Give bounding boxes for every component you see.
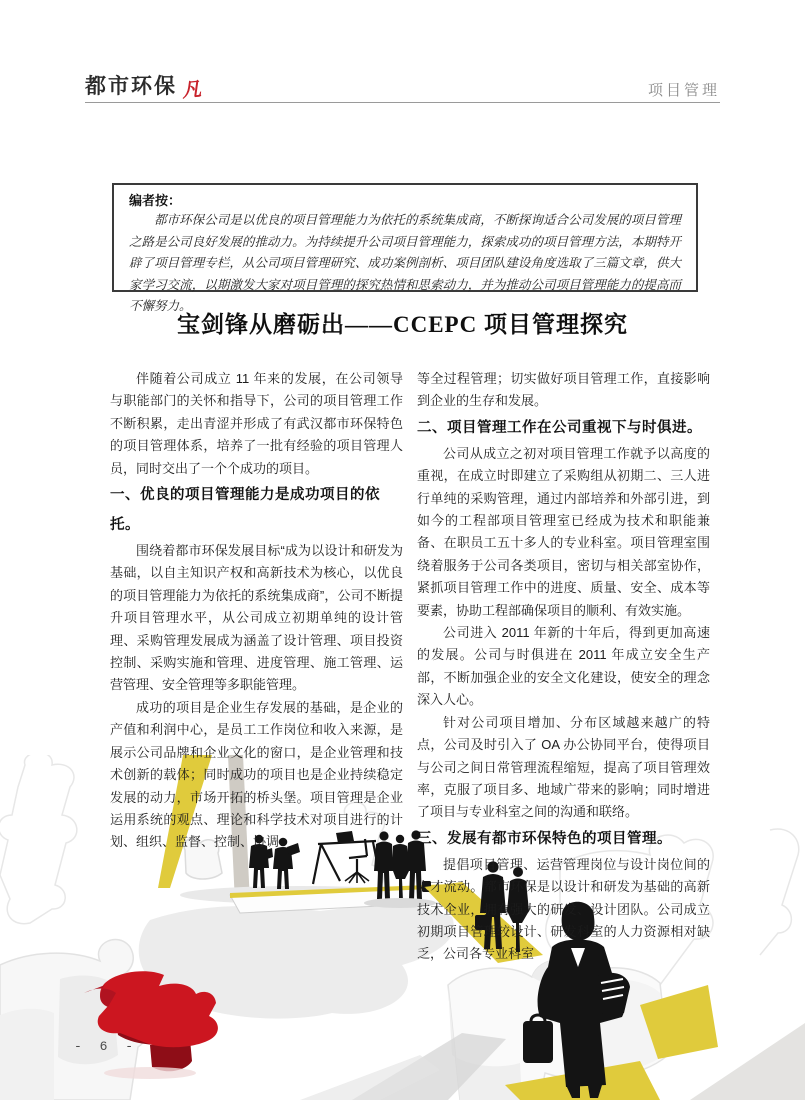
section-heading-3: 三、发展有都市环保特色的项目管理。 [417, 830, 672, 847]
editor-note-body: 都市环保公司是以优良的项目管理能力为依托的系统集成商，不断探询适合公司发展的项目管理之路是公司良好发展的推动力。为持续提升公司项目管理能力，探索成功的项目管理方法，本期特开辟了项目管理专栏，从公司项目管理研究、成功案例剖析、项目团队建设角度选取了三篇文章，供大家学习交流，以期激发大家对项目管理的探究热情和思索动力，并为推动公司项目管理能力的提高而不懈努力。 [129, 213, 681, 313]
section-heading-1: 一、优良的项目管理能力是成功项目的依托。 [110, 487, 380, 534]
section-label: 项目管理 [647, 82, 720, 99]
page-number: - 6 - [74, 1039, 139, 1054]
paragraph-oa: 针对公司项目增加、分布区域越来越广的特点，公司及时引入了 OA 办公协同平台，使得项目与公司之间日常管理流程缩短，提高了项目管理效率，克服了项目多、地域广带来的影响；同时增进了项目与专业科室之间的沟通和联络。 [417, 714, 710, 820]
page-header [85, 70, 720, 100]
right-column [417, 368, 710, 966]
paragraph-goal: 围绕着都市环保发展目标“成为以设计和研发为基础，以自主知识产权和高新技术为核心，以优良的项目管理能力为依托的系统集成商”，公司不断提升项目管理水平，从公司成立初期单纯的设计管理、采购管理发展成为涵盖了设计管理、项目投资控制、采购实施和管理、进度管理、施工管理、运营管理、安全管理等多职能管理。 [110, 543, 403, 693]
header-divider [85, 102, 720, 103]
paragraph-2011: 公司进入 2011 年新的十年后，得到更加高速的发展。公司与时俱进在 2011 年成立安全生产部，不断加强企业的安全文化建设，使安全的理念深入人心。 [417, 625, 710, 708]
paragraph-success: 成功的项目是企业生存发展的基础，是企业的产值和利润中心，是员工工作岗位和收入来源，是展示公司品牌和企业文化的窗口，是企业管理和技术创新的载体；同时成功的项目也是企业持续稳定发展的动力，市场开拓的桥头堡。项目管理是企业运用系统的观点、理论和科学技术对项目进行的计划、组织、监督、控制、协调 [110, 699, 403, 850]
paragraph-intro: 伴随着公司成立 11 年来的发展，在公司领导与职能部门的关怀和指导下，公司的项目管理工作不断积累，走出青涩并形成了有武汉都市环保特色的项目管理体系，培养了一批有经验的项目管理人员，同时交出了一个个成功的项目。 [110, 371, 403, 476]
section-heading-2: 二、项目管理工作在公司重视下与时俱进。 [417, 419, 702, 436]
editor-note-label: 编者按： [129, 193, 182, 208]
editor-note-box [112, 183, 698, 313]
brand-logo-icon: 凡 [180, 78, 203, 102]
article-title: 宝剑锋从磨砺出——CCEPC 项目管理探究 [177, 312, 628, 337]
article-body [110, 368, 710, 966]
brand [85, 70, 201, 100]
left-column [110, 368, 403, 966]
paragraph-continuation: 等全过程管理；切实做好项目管理工作，直接影响到企业的生存和发展。 [417, 371, 710, 409]
brand-name: 都市环保 [85, 74, 177, 98]
paragraph-talent: 提倡项目管理、运营管理岗位与设计岗位间的人才流动。都市环保是以设计和研发为基础的高新技术企业，拥有强大的研发、设计团队。公司成立初期项目管理较设计、研发科室的人力资源相对缺乏，公司各专业科室 [417, 856, 710, 962]
paragraph-procurement: 公司从成立之初对项目管理工作就予以高度的重视，在成立时即建立了采购组从初期二、三人进行单纯的采购管理，通过内部培养和外部引进，到如今的工程部项目管理室已经成为技术和职能兼备、在职员工五十多人的专业科室。项目管理室围绕着服务于公司各类项目，密切与相关部室协作，紧抓项目管理工作中的进度、质量、安全、成本等要素，协助工程部确保项目的顺利、有效实施。 [417, 445, 710, 618]
